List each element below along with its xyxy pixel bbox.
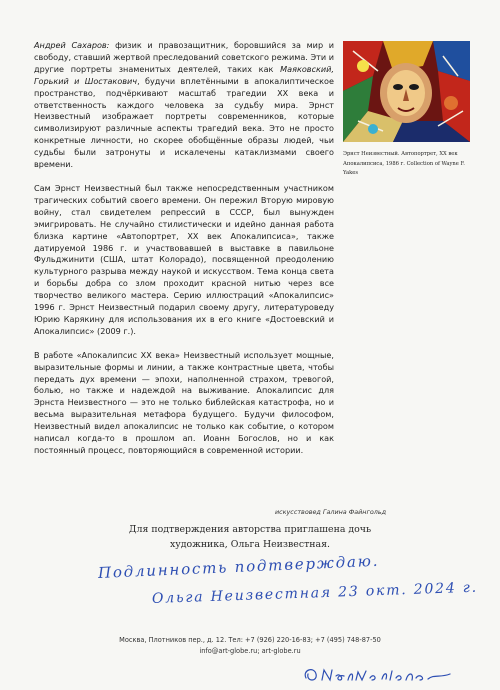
caption-line-2: Апокалипсиса, 1986 г. Collection of Wayne F. Yakes (343, 160, 465, 176)
handwritten-confirmation (90, 551, 479, 622)
portrait-name-sakharov: Андрей Сахаров: (34, 40, 110, 50)
author-credit: искусствовед Галина Файнгольд (275, 508, 387, 516)
handwritten-signature (300, 662, 460, 686)
caption-line-1: Эрнст Неизвестный. Автопортрет, XX век (343, 151, 458, 157)
paragraph-3: В работе «Апокалипсис XX века» Неизвестный использует мощные, выразительные формы и линии, а также контрастные цвета, чтобы передать дух времени — эпохи, наполненной страхом, тревогой, болью, но также и надеждой на выживание. Апокалипсис для Эрнста Неизвестного — это не только библейская катастрофа, но и весьма выразительная метафора будущего. Будучи философом, Неизвестный видел апокалипсис не только как событие, о котором написал когда-то в прошлом ап. Иоанн Богослов, но и как постоянный процесс, повторяющийся в современной истории. (34, 349, 334, 455)
portrait-names: Маяковский, Горький и Шостакович (34, 63, 334, 86)
signature-icon (300, 662, 460, 686)
statement-line-1: Для подтверждения авторства приглашена дочь (128, 524, 372, 535)
footer-contacts (80, 635, 420, 656)
statement-line-2: художника, Ольга Неизвестная. (169, 538, 331, 550)
paragraph-1-part-2: , будучи вплетёнными в апокалиптическое пространство, подчёркивают масштаб трагедии XX века и ответственность каждого человека за судьбу мира. Эрнст Неизвестный изображает портреты современников, которые символизируют различные аспекты трагедий века. Это не просто конкретные личности, но скорее обобщённые образы людей, чьи судьбы были затронуты и искалечены катаклизмами своего времени. (34, 75, 334, 170)
paragraph-1-part-1: физик и правозащитник, боровшийся за мир и свободу, ставший жертвой преследований советского режима. Эти и другие портреты знаменитых деятелей, таких как (34, 40, 335, 74)
artwork-caption (343, 150, 473, 179)
handwritten-line-2: Ольга Неизвестная 23 окт. 2024 г. (151, 579, 479, 607)
expressionist-painting-image (343, 41, 470, 142)
paragraph-2: Сам Эрнст Неизвестный был также непосредственным участником трагических событий своего времени. Он пережил Вторую мировую войну, стал свидетелем репрессий в СССР, был вынужден эмигрировать. Не случайно стилистически и идейно данная работа близка картине «Автопортрет, XX век Апокалипсиса», также датируемой 1986 г. и участвовавшей в выставке в павильоне Фульджинити (США, штат Колорадо), посвященной преодолению культурного разрыва между наукой и искусством. Тема конца света и борьбы добра со злом проходит красной нитью через все творчество великого мастера. Серию иллюстраций «Апокалипсис» 1996 г. Эрнст Неизвестный подарил своему другу, литературоведу Юрию Карякину для использования их в его книге «Достоевский и Апокалипсис» (2009 г.). (34, 182, 334, 336)
paragraph-1 (34, 40, 334, 171)
body-text (34, 40, 334, 469)
footer-address: Москва, Плотников пер., д. 12. Тел: +7 (926) 220-16-83; +7 (495) 748-87-50 (119, 636, 381, 644)
artwork-image (343, 41, 470, 142)
authorship-statement (100, 523, 400, 552)
footer-links: info@art-globe.ru; art-globe.ru (199, 646, 301, 655)
handwritten-line-1: Подлинность подтверждаю. (97, 551, 380, 582)
